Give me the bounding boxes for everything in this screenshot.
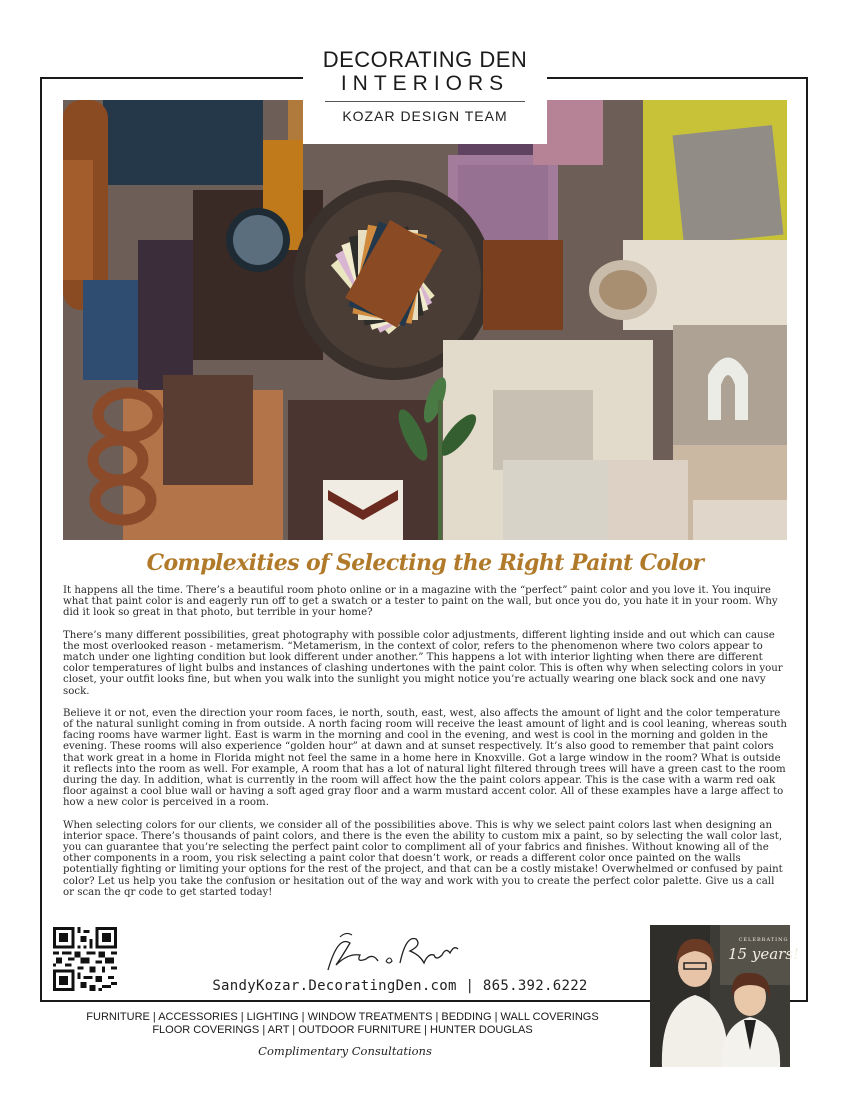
paragraph-1: It happens all the time. There’s a beautiful room photo online or in a magazine with the “perfect” paint color and you love it. You inquire what that paint color is and eagerly run off to get a swatch or a tester to paint on the wall, but once you do, you hate it in your room. Why did it look so great in that photo, but terrible in your home? xyxy=(63,585,778,619)
logo-divider xyxy=(325,101,525,102)
qr-code[interactable] xyxy=(53,927,117,991)
signature xyxy=(318,925,468,980)
anniversary-badge xyxy=(728,933,799,961)
services-line-1: FURNITURE | ACCESSORIES | LIGHTING | WINDOW TREATMENTS | BEDDING | WALL COVERINGS xyxy=(86,1011,599,1023)
paragraph-3: Believe it or not, even the direction your room faces, ie north, south, east, west, also affects the amount of light and the color temperature of the natural sunlight coming in from outside. A north facing room will receive the least amount of light and is cool leaning, whereas south facing rooms have warmer light. East is warm in the morning and cool in the evening, and west is cool in the morning and golden in the evening. These rooms will also experience “golden hour” at dawn and at sunset respectively. It’s also good to remember that paint colors that work great in a home in Florida might not feel the same in a home here in Knoxville. Got a large window in the room? What is outside it reflects into the room as well. For example, A room that has a lot of natural light filtered through trees will have a green cast to the room during the day. In addition, what is currently in the room will affect how the the paint colors appear. This is the case with a warm red oak floor against a cool blue wall or having a soft aged gray floor and a warm mustard accent color. All of these examples have a large affect to how a new color is perceived in a room. xyxy=(63,707,787,809)
services-line-2: FLOOR COVERINGS | ART | OUTDOOR FURNITURE | HUNTER DOUGLAS xyxy=(152,1023,533,1036)
services-list xyxy=(70,1011,615,1036)
contact-info[interactable]: SandyKozar.DecoratingDen.com | 865.392.6222 xyxy=(212,978,588,994)
team-name: KOZAR DESIGN TEAM xyxy=(342,108,508,124)
anniversary-small: CELEBRATING xyxy=(738,937,789,943)
article-body xyxy=(63,585,787,909)
paragraph-2: There’s many different possibilities, great photography with possible color adjustments, different lighting inside and out which can cause the most overlooked reason - metamerism. “Metamerism, in the context of color, refers to the phenomenon where two colors appear to match under one lighting condition but look different under another.” This happens a lot with interior lighting when there are different color temperatures of light bulbs and instances of clashing undertones with the paint color. This is often why when selecting colors in your closet, your outfit looks fine, but when you walk into the sunlight you might notice you’re actually wearing one black sock and one navy sock. xyxy=(63,629,783,697)
logo-line-2: INTERIORS xyxy=(340,72,510,95)
logo-line-1: DECORATING DEN xyxy=(322,47,528,72)
tagline: Complimentary Consultations xyxy=(258,1044,432,1058)
anniversary-text: 15 years! xyxy=(728,945,800,963)
article-headline: Complexities of Selecting the Right Paint Color xyxy=(146,550,704,576)
brand-logo xyxy=(303,40,547,144)
paragraph-4: When selecting colors for our clients, we consider all of the possibilities above. This is why we select paint colors last when designing an interior space. There’s thousands of paint colors, and there is the even the ability to custom mix a paint, so by selecting the wall color last, you can guarantee that you’re selecting the perfect paint color to compliment all of your fabrics and finishes. Without knowing all of the other components in a room, you risk selecting a paint color that doesn’t work, or reads a different color once painted on the walls potentially fighting or limiting your options for the rest of the project, and that can be a costly mistake! Overwhelmed or confused by paint color? Let us help you take the confusion or hesitation out of the way and work with you to create the perfect color palette. Give us a call or scan the qr code to get started today! xyxy=(63,819,783,898)
paint-swatch-flatlay-photo xyxy=(63,100,787,540)
